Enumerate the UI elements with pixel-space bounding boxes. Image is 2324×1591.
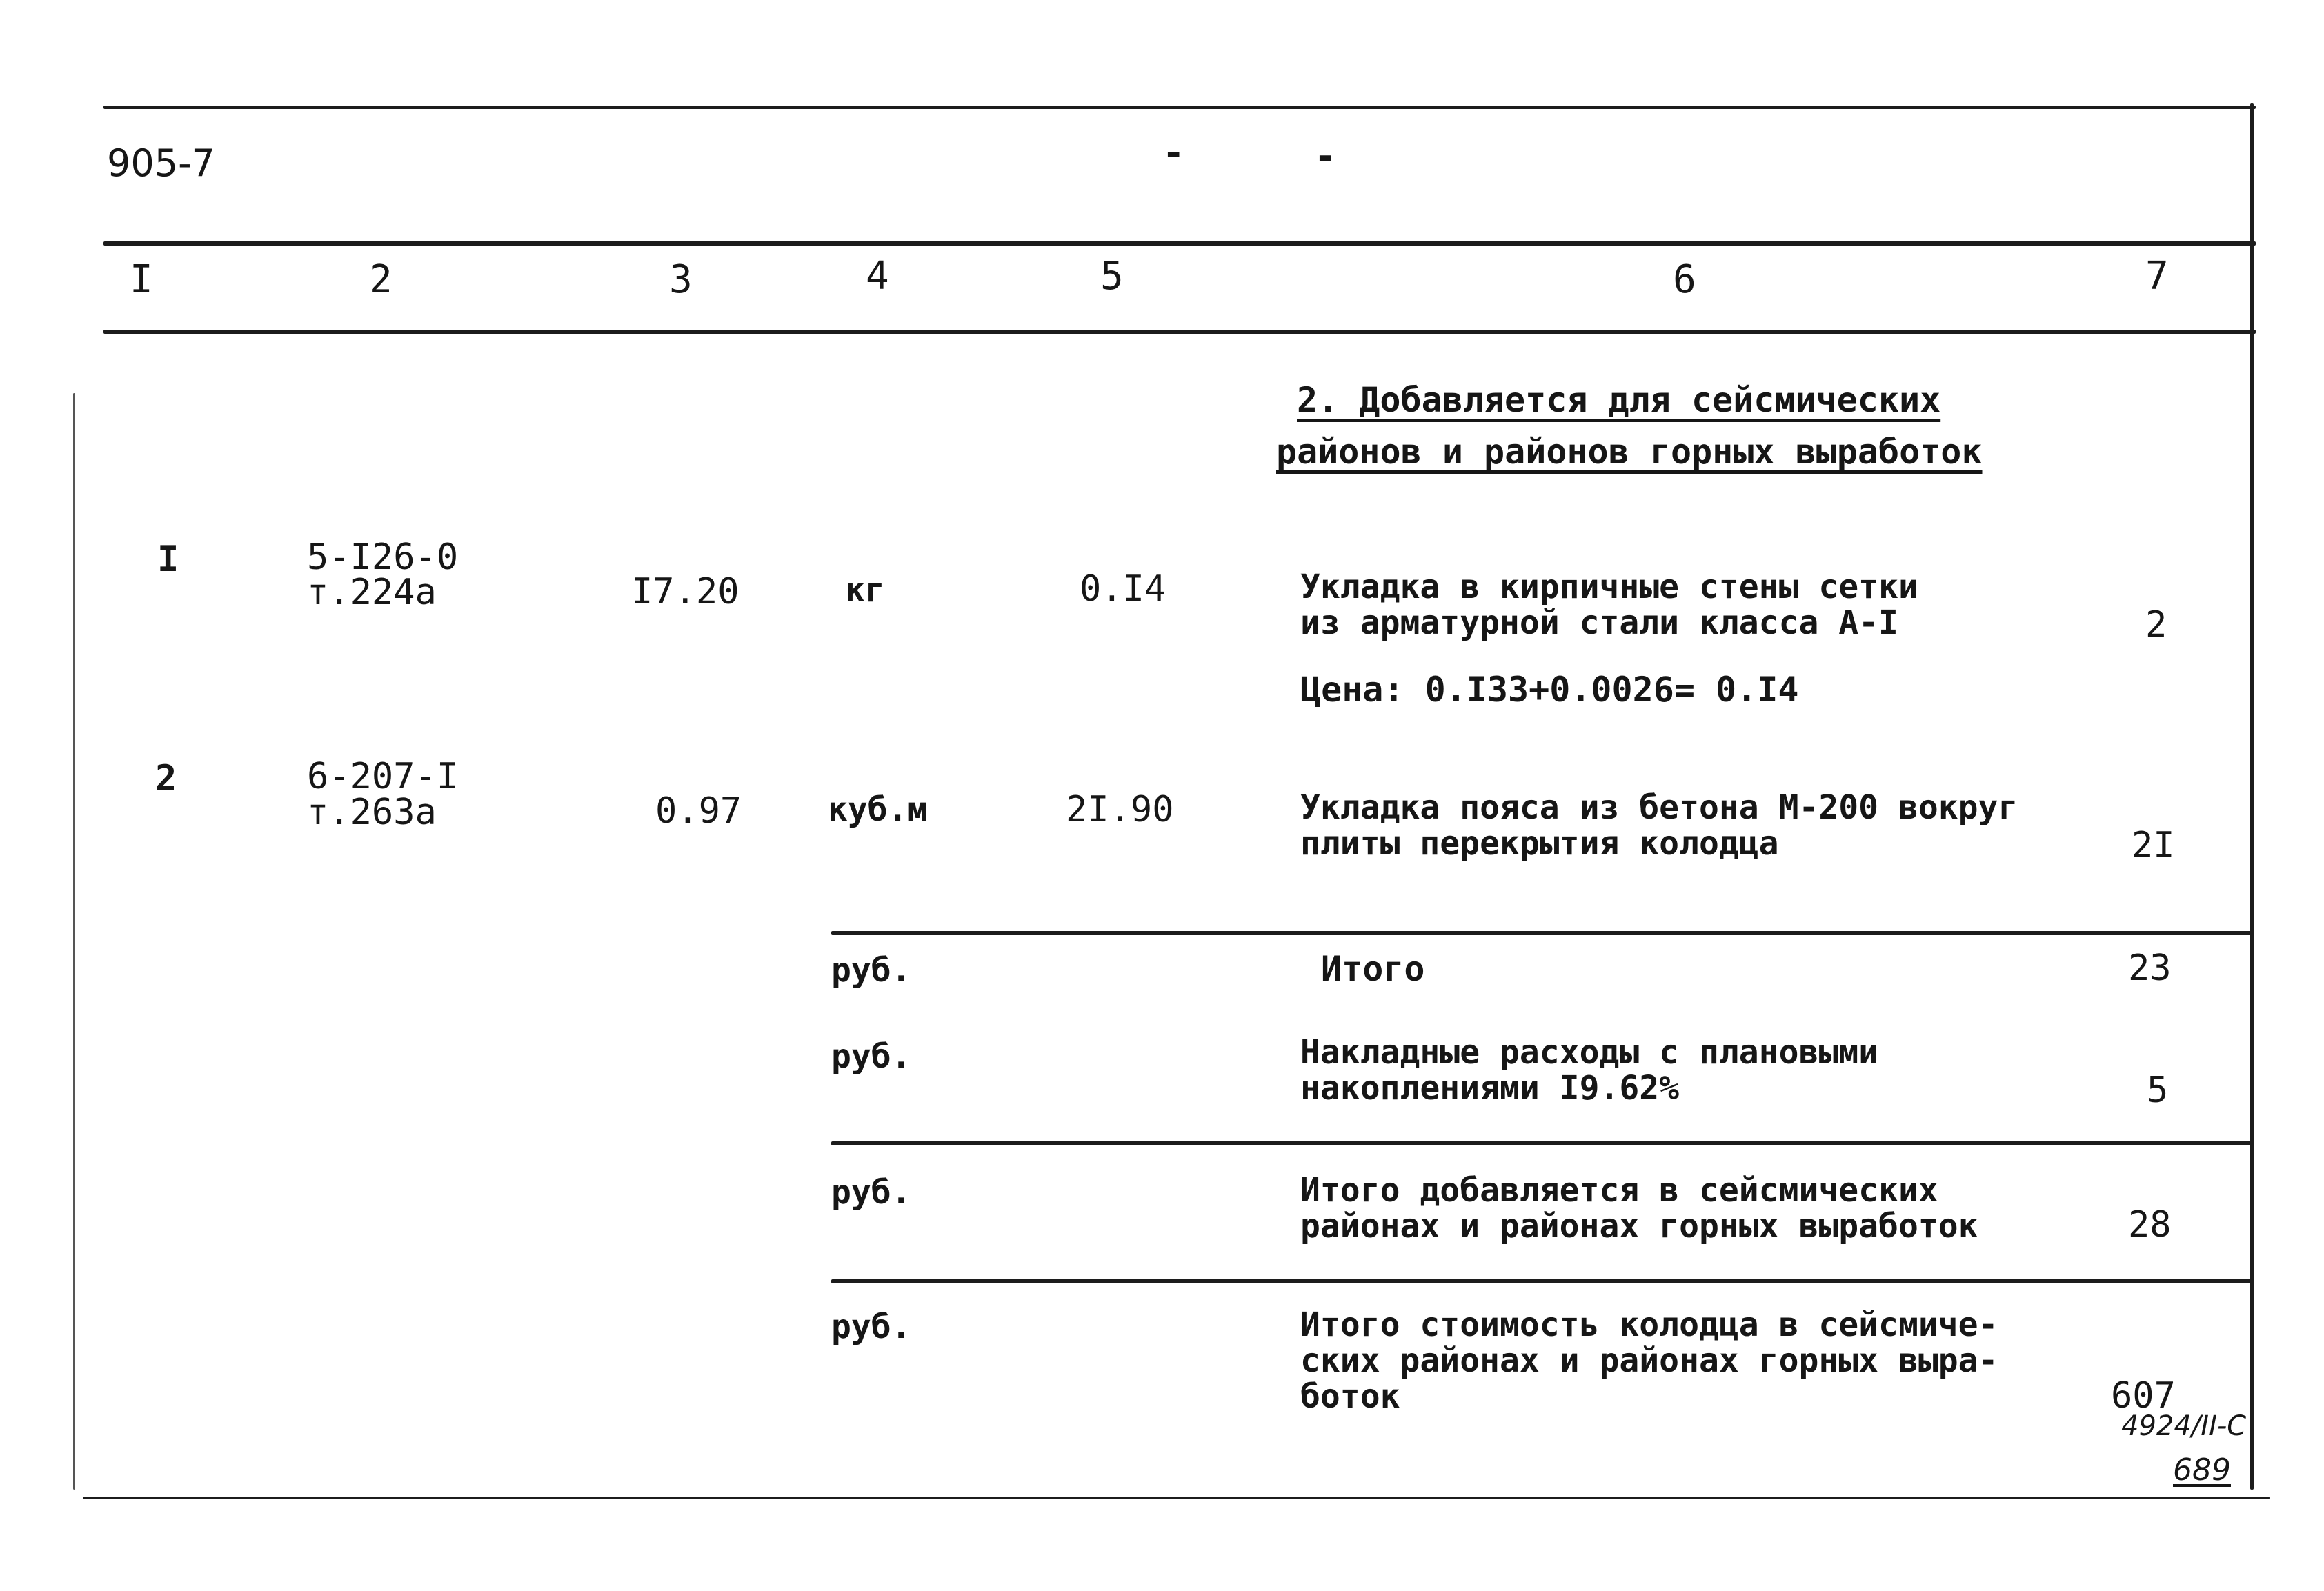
quantity-value: 0.97: [655, 790, 742, 832]
column-number: 2: [369, 257, 393, 302]
summary-label: районах и районах горных выработок: [1300, 1207, 1978, 1245]
work-description: Укладка пояса из бетона М-200 вокруг: [1300, 788, 2018, 827]
quantity-value: I7.20: [631, 571, 739, 612]
summary-label: Итого: [1321, 949, 1425, 989]
summary-unit: руб.: [831, 1308, 911, 1346]
bottom-border: [83, 1497, 2270, 1499]
summary-rule-3: [831, 1279, 2252, 1283]
unit-label: кг: [845, 571, 885, 610]
norm-code: 5-I26-0: [307, 537, 459, 578]
summary-label: Накладные расходы с плановыми: [1300, 1033, 1879, 1072]
page-number: 689: [2173, 1452, 2231, 1488]
summary-rule-2: [831, 1141, 2252, 1145]
summary-label: накоплениями I9.62%: [1300, 1069, 1680, 1108]
dash-mark: -: [1166, 131, 1182, 174]
column-number: 5: [1100, 254, 1124, 299]
summary-value: 23: [2128, 948, 2172, 989]
summary-label: боток: [1300, 1377, 1400, 1416]
summary-label: Итого стоимость колодца в сейсмиче-: [1300, 1305, 1998, 1344]
norm-table: т.224а: [307, 572, 437, 613]
summary-unit: руб.: [831, 1173, 911, 1212]
summary-label: Итого добавляется в сейсмических: [1300, 1171, 1938, 1210]
doc-number: 4924/II-C: [2121, 1410, 2247, 1442]
header-bottom-rule: [103, 330, 2256, 334]
row-total: 2I: [2132, 825, 2175, 866]
column-number: 6: [1673, 257, 1696, 302]
column-number: 7: [2145, 254, 2169, 299]
dash-mark: -: [1318, 134, 1333, 178]
section-title: районов и районов горных выработок: [1276, 432, 1983, 472]
unit-label: куб.м: [828, 790, 928, 829]
summary-value: 5: [2147, 1070, 2169, 1111]
section-title: 2. Добавляется для сейсмических: [1297, 380, 1941, 420]
norm-table: т.263а: [307, 792, 437, 833]
row-total: 2: [2145, 604, 2167, 646]
price-note: Цена: 0.I33+0.0026= 0.I4: [1300, 670, 1799, 710]
summary-label: ских районах и районах горных выра-: [1300, 1341, 1998, 1380]
summary-rule-1: [831, 931, 2252, 935]
work-description: из арматурной стали класса А-I: [1300, 603, 1898, 642]
left-border: [73, 393, 75, 1490]
column-number: 3: [669, 257, 693, 302]
column-number: 4: [866, 254, 889, 299]
summary-unit: руб.: [831, 1037, 911, 1076]
norm-code: 6-207-I: [307, 756, 459, 797]
summary-value: 607: [2111, 1375, 2176, 1417]
work-description: Укладка в кирпичные стены сетки: [1300, 568, 1918, 606]
header-top-rule: [103, 241, 2256, 246]
summary-value: 28: [2128, 1204, 2172, 1245]
sheet-code: 905-7: [107, 141, 215, 185]
summary-unit: руб.: [831, 951, 911, 990]
row-number: I: [157, 539, 179, 580]
column-number: I: [130, 257, 153, 302]
row-number: 2: [155, 758, 177, 799]
top-border: [103, 106, 2256, 109]
work-description: плиты перекрытия колодца: [1300, 824, 1779, 863]
unit-price: 2I.90: [1066, 789, 1174, 830]
unit-price: 0.I4: [1080, 568, 1166, 610]
